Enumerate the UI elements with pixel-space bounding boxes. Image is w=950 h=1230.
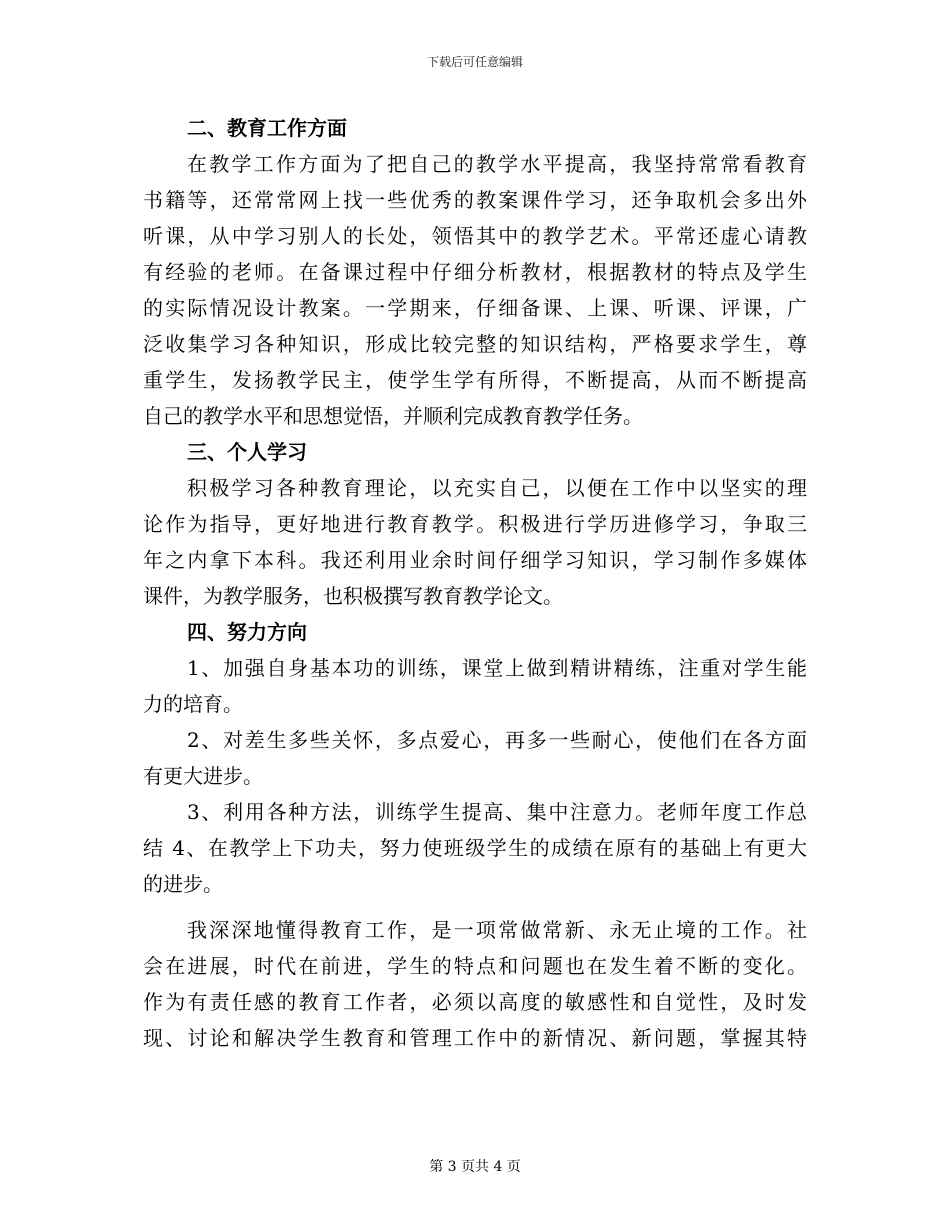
document-body [143, 110, 807, 1056]
text-line: 作为有责任感的教育工作者，必须以高度的敏感性和自觉性，及时发 [143, 990, 807, 1014]
text-line: 课件，为教学服务，也积极撰写教育教学论文。 [143, 584, 563, 608]
text-line: 有更大进步。 [143, 764, 263, 788]
text-line: 我深深地懂得教育工作，是一项常做常新、永无止境的工作。社 [187, 918, 807, 942]
text-line: 年之内拿下本科。我还利用业余时间仔细学习知识，学习制作多媒体 [143, 548, 807, 572]
text-line: 重学生，发扬教学民主，使学生学有所得，不断提高，从而不断提高 [143, 368, 807, 392]
text-line: 3、利用各种方法，训练学生提高、集中注意力。老师年度工作总 [187, 800, 807, 824]
text-line: 2、对差生多些关怀，多点爱心，再多一些耐心，使他们在各方面 [187, 728, 807, 752]
text-line: 结 4、在教学上下功夫，努力使班级学生的成绩在原有的基础上有更大 [143, 836, 807, 860]
text-line: 的实际情况设计教案。一学期来，仔细备课、上课、听课、评课，广 [143, 296, 807, 320]
text-line: 1、加强自身基本功的训练，课堂上做到精讲精练，注重对学生能 [187, 656, 807, 680]
text-line: 在教学工作方面为了把自己的教学水平提高，我坚持常常看教育 [187, 152, 807, 176]
text-line: 听课，从中学习别人的长处，领悟其中的教学艺术。平常还虚心请教 [143, 224, 807, 248]
text-line: 书籍等，还常常网上找一些优秀的教案课件学习，还争取机会多出外 [143, 188, 807, 212]
page-footer: 第 3 页共 4 页 [429, 1159, 521, 1175]
paragraph-education-work [143, 146, 807, 434]
list-item-1 [143, 650, 807, 722]
text-line: 论作为指导，更好地进行教育教学。积极进行学历进修学习，争取三 [143, 512, 807, 536]
text-line: 泛收集学习各种知识，形成比较完整的知识结构，严格要求学生，尊 [143, 332, 807, 356]
page-header: 下载后可任意编辑 [426, 55, 523, 69]
section-heading-education-work: 二、教育工作方面 [187, 116, 347, 140]
text-line: 积极学习各种教育理论，以充实自己，以便在工作中以坚实的理 [187, 476, 807, 500]
section-heading-personal-study: 三、个人学习 [187, 440, 307, 464]
text-line: 力的培育。 [143, 692, 243, 716]
text-line: 有经验的老师。在备课过程中仔细分析教材，根据教材的特点及学生 [143, 260, 807, 284]
text-line: 现、讨论和解决学生教育和管理工作中的新情况、新问题，掌握其特 [143, 1026, 807, 1050]
text-line: 会在进展，时代在前进，学生的特点和问题也在发生着不断的变化。 [143, 954, 807, 978]
list-item-3 [143, 794, 807, 902]
text-line: 自己的教学水平和思想觉悟，并顺利完成教育教学任务。 [143, 404, 643, 428]
text-line: 的进步。 [143, 872, 223, 896]
list-item-2 [143, 722, 807, 794]
paragraph-closing [143, 912, 807, 1056]
paragraph-personal-study [143, 470, 807, 614]
section-heading-direction: 四、努力方向 [187, 620, 307, 644]
spacer [143, 902, 807, 912]
